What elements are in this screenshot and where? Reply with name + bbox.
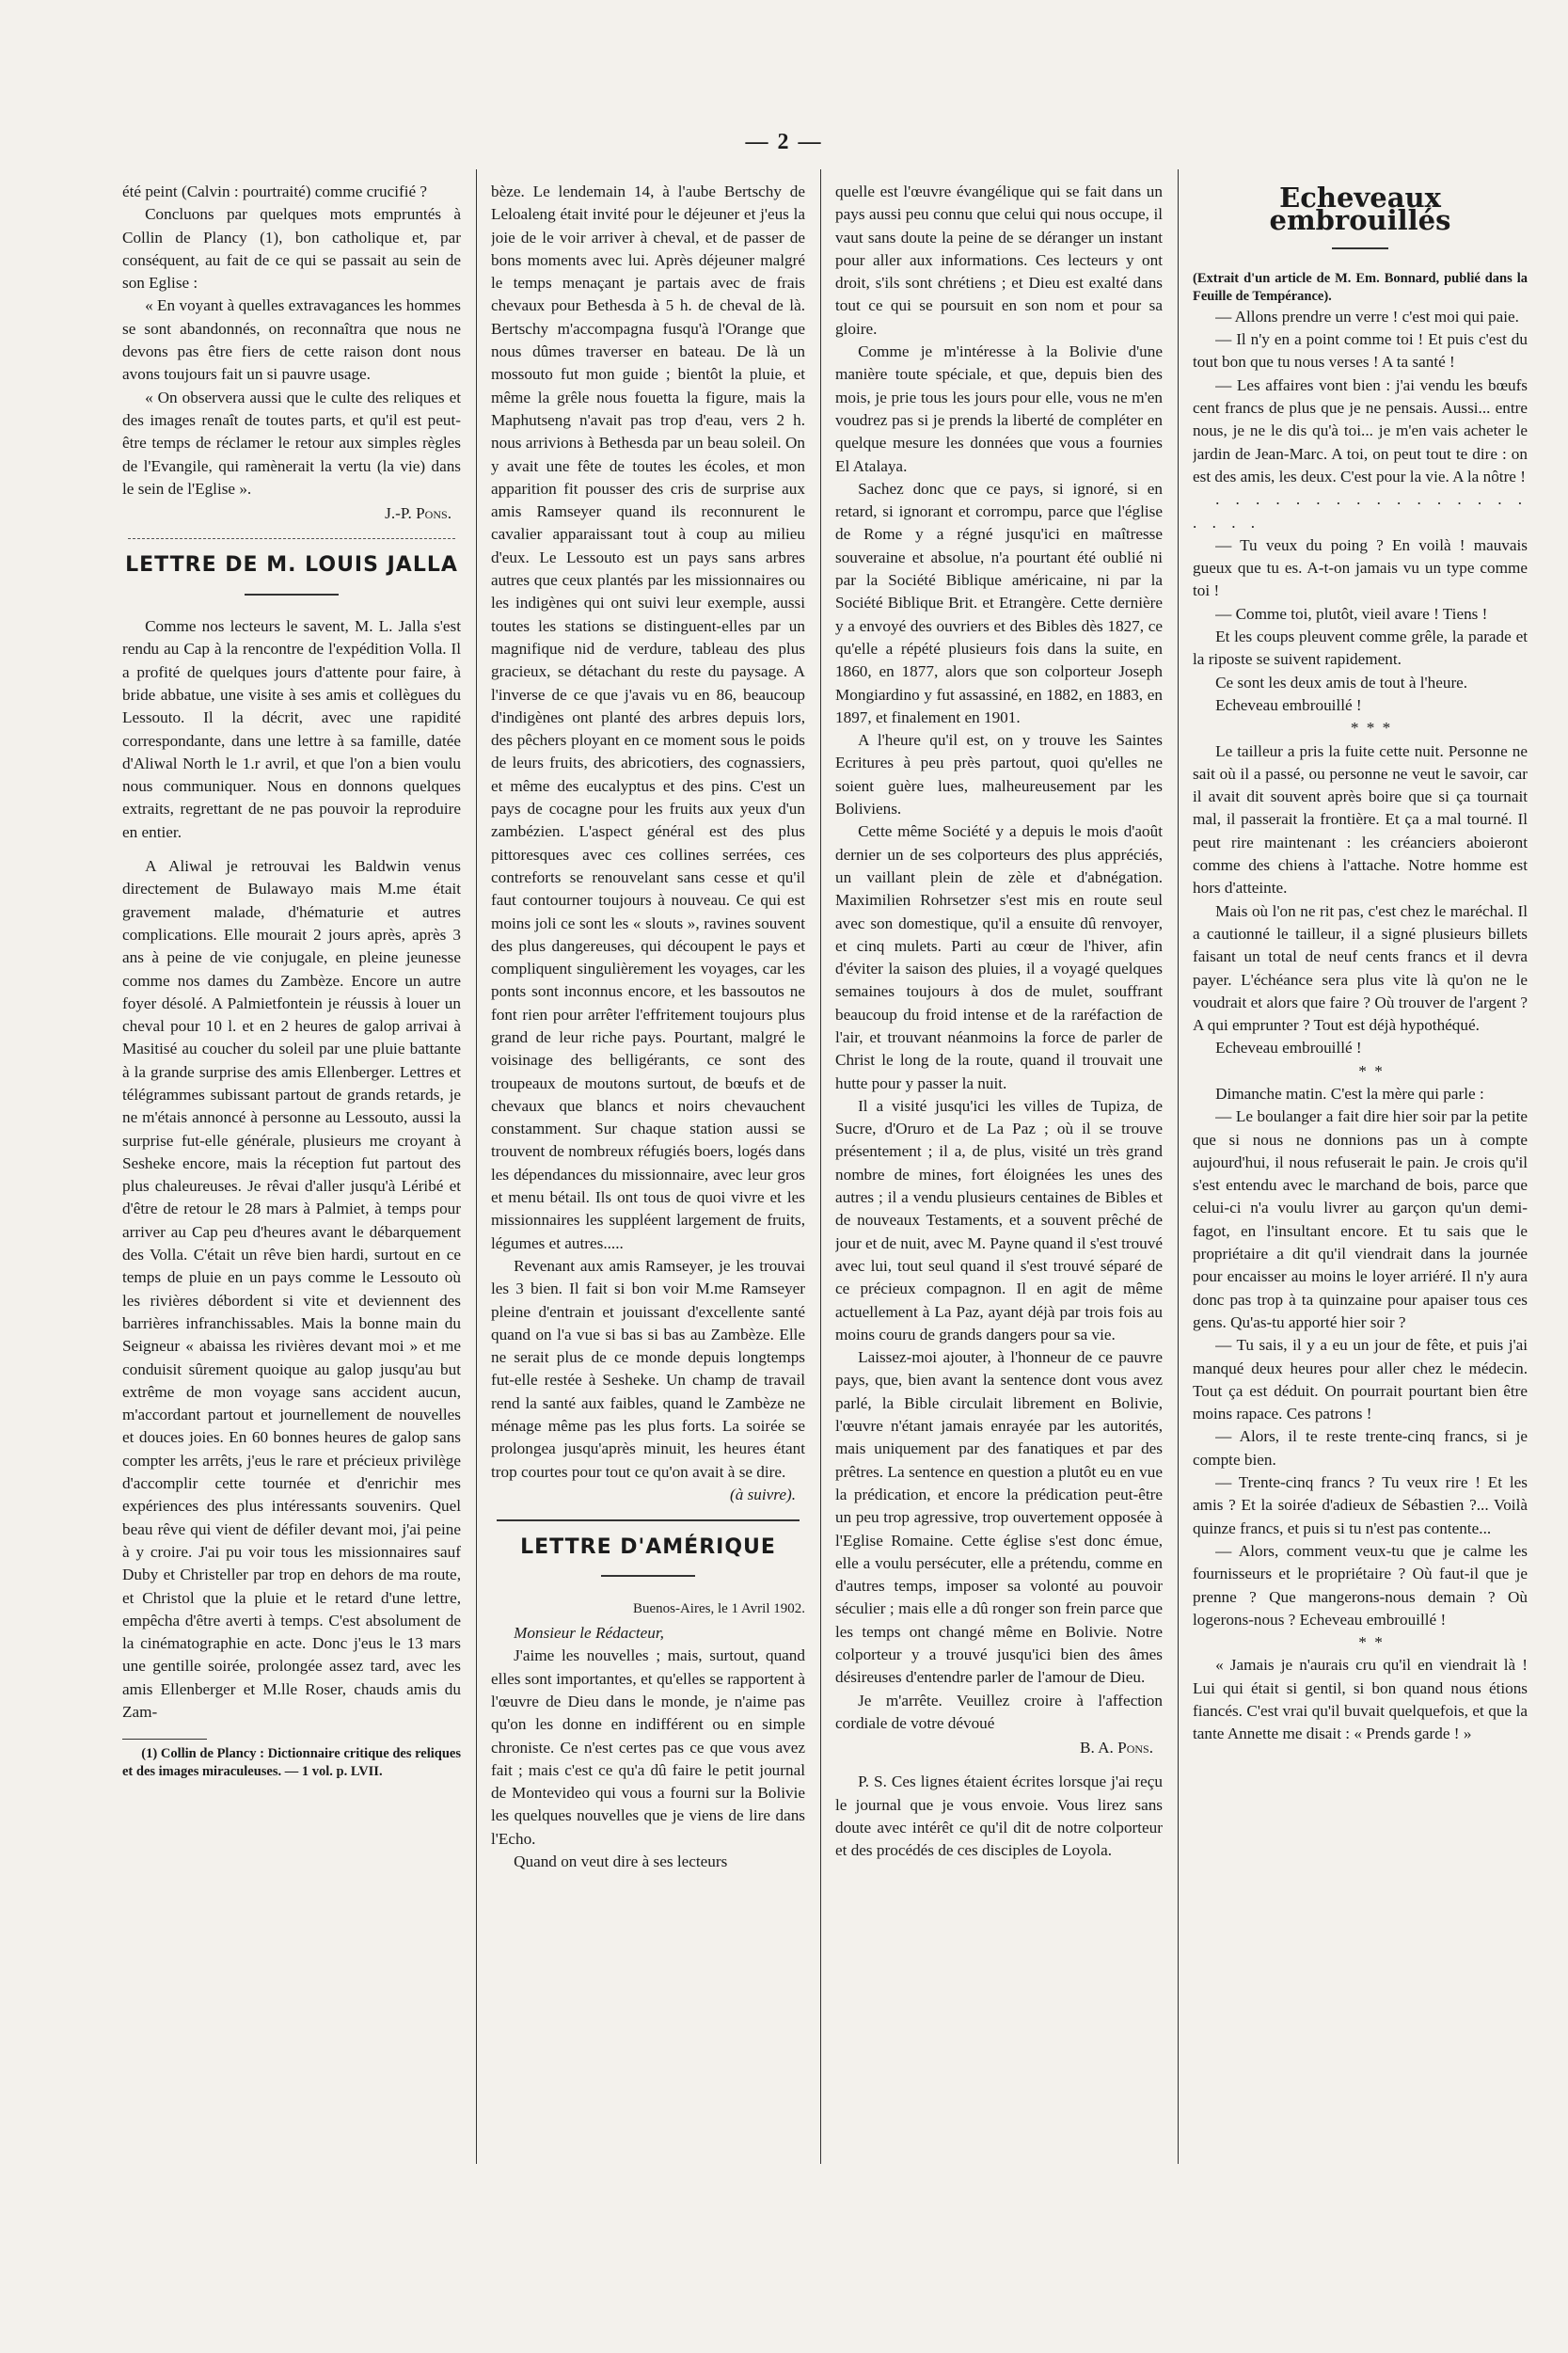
column-rule bbox=[820, 169, 821, 2164]
paragraph: été peint (Calvin : pourtraité) comme crucifié ? bbox=[122, 183, 428, 200]
paragraph: Concluons par quelques mots empruntés à Collin de Plancy (1), bon catholique et, par conséquent, au fait de ce qui se passait au sein de son Eglise : bbox=[122, 205, 461, 293]
dialogue-line: — Alors, il te reste trente-cinq francs, si je compte bien. bbox=[1193, 1427, 1528, 1469]
paragraph: Quand on veut dire à ses lecteurs bbox=[514, 1852, 728, 1871]
letter-paragraph: A Aliwal je retrouvai les Baldwin venus directement de Bulawayo mais M.me était gravement malade, d'hématurie et autres complications. Elle mourait 2 jours après, après 3 ans à peine de vie conjugale, en pleine jeunesse comme nos dames du Zambèze. Encore un autre foyer désolé. A Palmietfontein je réussis à louer un cheval pour 10 l. et en 2 heures de galop arrivai à Masitisé au coucher du soleil par une pluie battante à la grande surprise des amis Ellenberger. Lettres et télégrammes subissant partout de grands retards, je ne m'étais annoncé à personne au Lessouto, aussi la surprise fut-elle générale, plusieurs me croyant à Sesheke encore, mais la réception fut partout des plus chaleureuses. Je rêvai d'aller jusqu'à Léribé et d'être de retour le 28 mars à Palmiet, à temps pour arriver au Cap peu d'heures avant le débarquement des Volla. C'était un rêve bien hardi, surtout en ce temps de pluie en un pays comme le Lessouto où les rivières débordent si vite et deviennent des barrières infranchissables. Mais la bonne main du Seigneur « abaissa les rivières devant moi » et me conduisit sûrement quoique au galop jusqu'au but extrême de mon voyage sans accident aucun, m'accordant partout et journellement de nouvelles et douces joies. En 60 bonnes heures de galop sans compter les arrêts, j'eus le rare et précieux privilège d'accomplir cette tournée et d'enrichir mes expériences des plus intéressants souvenirs. Quel beau rêve qui vient de défiler devant moi, j'ai peine à y croire. J'ai pu voir tous les missionnaires sauf Duby et Christeller par trop en dehors de ma route, et Christol que la pluie et le retard d'une lettre, empêcha d'être averti à temps. C'est absolument de la cinématographie en acte. Donc j'eus le 13 mars une gentille soirée, prolongée assez tard, avec les amis Ellenberger et M.lle Roser, chauds amis du Zam- bbox=[122, 857, 461, 1721]
ellipsis-row: . . . . . . . . . . . . . . . . . . . . bbox=[1193, 490, 1528, 532]
dialogue-line: — Alors, comment veux-tu que je calme les fournisseurs et le propriétaire ? Où faut-il que je prenne ? Que mangerons-nous demain ? Où logerons-nous ? Echeveau embrouillé ! bbox=[1193, 1541, 1528, 1629]
dialogue-line: Dimanche matin. C'est la mère qui parle : bbox=[1215, 1084, 1484, 1103]
dialogue-line: — Tu sais, il y a eu un jour de fête, et puis j'ai manqué deux heures pour aller chez le médecin. Tout ça est déduit. On pourrait pourtant bien être moins rapace. Ces patrons ! bbox=[1193, 1336, 1528, 1423]
dialogue-line: Echeveau embrouillé ! bbox=[1215, 695, 1362, 714]
dialogue-line: Et les coups pleuvent comme grêle, la parade et la riposte se suivent rapidement. bbox=[1193, 628, 1528, 669]
paragraph: quelle est l'œuvre évangélique qui se fait dans un pays aussi peu connu que celui qui nous occupe, il vaut sans doute la peine de se déranger un instant pour aller aux informations. Ces lecteurs y ont droit, s'ils sont chrétiens ; et Dieu est exalté dans tout ce qui se poursuit en son nom et pour sa gloire. bbox=[835, 183, 1163, 338]
signature: J.-P. Pons. bbox=[385, 504, 451, 523]
paragraph: Revenant aux amis Ramseyer, je les trouvai les 3 bien. Il fait si bon voir M.me Ramseyer pleine d'entrain et jouissant d'excellente santé quand on l'a vue si bas si bas au Zambèze. Elle ne serait plus de ce monde depuis longtemps fut-elle restée à Sesheke. Un champ de travail rend la santé aux faibles, quand le Zambèze ne ménage même pas les plus forts. La soirée se prolongea jusqu'après minuit, les heures étant trop courtes pour tout ce qu'on avait à se dire. bbox=[491, 1256, 805, 1481]
footnote: (1) Collin de Plancy : Dictionnaire critique des reliques et des images miraculeuses. — 1 vol. p. LVII. bbox=[122, 1746, 461, 1780]
column-rule bbox=[476, 169, 477, 2164]
postscript: P. S. Ces lignes étaient écrites lorsque j'ai reçu le journal que je vous envoie. Vous lirez sans doute avec intérêt ce qu'il dit de notre colporteur et des procédés de ces disciples de Loyola. bbox=[835, 1773, 1163, 1860]
quote-paragraph: « En voyant à quelles extravagances les hommes se sont abandonnés, on reconnaîtra que nous ne devons pas être fiers de cette raison dont nous avons toujours fait un si pauvre usage. bbox=[122, 296, 461, 384]
dialogue-line: — Tu veux du poing ? En voilà ! mauvais gueux que tu es. A-t-on jamais vu un type comme toi ! bbox=[1193, 535, 1528, 600]
quote-paragraph: « On observera aussi que le culte des reliques et des images renaît de toutes parts, et qu'il est peut-être temps de réclamer le retour aux simples règles de l'Evangile, qui ramènerait la vertu (la vie) dans le sein de l'Eglise ». bbox=[122, 388, 461, 498]
paragraph: Echeveau embrouillé ! bbox=[1215, 1039, 1362, 1057]
dialogue-line: Ce sont les deux amis de tout à l'heure. bbox=[1215, 673, 1468, 692]
asterism: * * * bbox=[1350, 719, 1393, 738]
dialogue-line: — Le boulanger a fait dire hier soir par la petite que si nous ne donnions pas un à compte aujourd'hui, il nous refuserait le pain. Je crois qu'il s'est entendu avec le marchand de bois, parce que celui-ci n'a voulu livrer au garçon qu'un demi-fagot, en l'insultant encore. Et tu sais que le propriétaire a dit qu'il viendrait dans la journée pour encaisser au moins le loyer arriéré. Il n'y aura donc pas trop à ta quinzaine pour apaiser tous ces gens. Qu'as-tu apporté hier soir ? bbox=[1193, 1107, 1528, 1331]
paragraph: Sachez donc que ce pays, si ignoré, si en retard, si ignorant et corrompu, parce que l'église de Rome y a régné jusqu'ici en maîtresse souveraine et absolue, n'a pourtant été oublié ni par la Société Biblique américaine, ni par la Société Biblique Brit. et Etrangère. Cette dernière y a envoyé des ouvriers et des Bibles dès 1827, ce qu'elle a répété plusieurs fois dans la suite, en 1860, en 1877, alors que son colporteur Joseph Mongiardino y fut assassiné, en 1882, en 1883, en 1897, et finalement en 1901. bbox=[835, 479, 1163, 726]
dialogue-line: — Allons prendre un verre ! c'est moi qui paie. bbox=[1215, 307, 1519, 326]
footnote-rule bbox=[122, 1739, 207, 1740]
paragraph: Je m'arrête. Veuillez croire à l'affection cordiale de votre dévoué bbox=[835, 1691, 1163, 1732]
column-2 bbox=[491, 181, 805, 2175]
ornament-divider bbox=[122, 583, 461, 606]
dialogue-line: — Il n'y en a point comme toi ! Et puis c'est du tout bon que tu nous verses ! A ta santé ! bbox=[1193, 330, 1528, 372]
paragraph: Laissez-moi ajouter, à l'honneur de ce pauvre pays, que, bien avant la sentence dont vous avez parlé, la Bible circulait librement en Bolivie, l'œuvre n'étant jamais enrayée par les autorités, mais uniquement par des fanatiques et par des prêtres. La sentence en question a plutôt eu en vue la prédication, et encore la prédication peut-être un peu trop agressive, trop ouvertement opposée à l'Eglise Romaine. Cette église s'est donc émue, elle a voulu persécuter, elle a prétendu, comme en d'autres temps, imposer sa volonté au pouvoir séculier ; mais elle a dû ronger son frein parce que les temps ont changé même en Bolivie. Notre colporteur y a trouvé jusqu'ici bien des âmes désireuses d'entendre parler de l'amour de Dieu. bbox=[835, 1348, 1163, 1687]
signature: B. A. Pons. bbox=[1080, 1739, 1153, 1757]
intro-paragraph: Comme nos lecteurs le savent, M. L. Jalla s'est rendu au Cap à la rencontre de l'expédition Volla. Il a profité de quelques jours d'attente pour faire, à bride abbatue, une visite à ses amis et collègues du Lessouto. Il la décrit, avec une rapidité correspondante, dans une lettre à sa famille, datée d'Aliwal North le 1.r avril, et que l'on a bien voulu nous communiquer. Nous en donnons quelques extraits, regrettant de ne pas pouvoir la reproduire en entier. bbox=[122, 617, 461, 841]
paragraph: Il a visité jusqu'ici les villes de Tupiza, de Sucre, d'Oruro et de La Paz ; où il se trouve présentement ; il a, de plus, visité un très grand nombre de mines, fort éloignées les unes des autres ; il a vendu plusieurs centaines de Bibles et de nouveaux Testaments, et a souvent prêché de jour et de nuit, avec M. Payne quand il s'est trouvé avec lui, tout seul quand il s'est trouvé séparé de ce précieux compagnon. Il en agit de même actuellement à La Paz, ayant déjà par trois fois au moins couru de grands dangers pour sa vie. bbox=[835, 1096, 1163, 1343]
page-number: — 2 — bbox=[745, 130, 823, 154]
column-4 bbox=[1193, 181, 1528, 2175]
article-heading-amerique: LETTRE D'AMÉRIQUE bbox=[520, 1535, 776, 1560]
dialogue-line: — Les affaires vont bien : j'ai vendu les bœufs cent francs de plus que je ne pensais. Aussi... entre nous, je ne le dis qu'à toi... je m'en vais acheter le jardin de Jean-Marc. A toi, on peut tout te dire : on est des amis, les deux. C'est pour la vie. A la nôtre ! bbox=[1193, 375, 1528, 485]
paragraph: Mais où l'on ne rit pas, c'est chez le maréchal. Il a cautionné le tailleur, il a signé plusieurs billets faisant un total de neuf cents francs et il devra payer. L'échéance sera plus vite là qu'on ne le voudrait et alors que faire ? Où trouver de l'argent ? A qui emprunter ? Tout est déjà hypothéqué. bbox=[1193, 901, 1528, 1035]
to-be-continued: (à suivre). bbox=[730, 1485, 796, 1503]
asterism: * * bbox=[1358, 1061, 1385, 1080]
article-title-echeveaux: Echeveaux embrouillés bbox=[1269, 182, 1451, 237]
asterism: * * bbox=[1358, 1633, 1385, 1652]
paragraph: bèze. Le lendemain 14, à l'aube Bertschy de Leloaleng était invité pour le déjeuner et j'eus la joie de le voir arriver à cheval, et de passer de bons moments avec lui. Après déjeuner malgré le temps menaçant je partais avec de frais chevaux pour Bethesda à 5 h. de cheval de là. Bertschy m'accompagna fusqu'à l'Orange que nous dûmes traverser en bateau. De là un mossouto fut mon guide ; bientôt la pluie, et même la grêle nous fouetta la figure, mais la Maphutseng n'avait pas trop d'eau, vers 2 h. nous arrivions à Bethesda par un beau soleil. On y avait une fête de toutes les écoles, et mon apparition fit pousser des cris de surprise aux amis Ramseyer quand ils reconnurent le cavalier apparaissant tout à coup au milieu d'eux. Le Lessouto est un pays sans arbres autres que ceux plantés par les missionnaires ou les indigènes qui ont suivi leur exemple, aussi toutes les stations se distinguent-elles par un magnifique nid de verdure, tableau des plus gracieux, se détachant du reste du paysage. A l'inverse de ce que j'avais vu en 86, beaucoup d'indigènes ont planté des arbres depuis lors, des pêchers ployant en ce moment sous le poids de leurs fruits, des abricotiers, des cognassiers, et même des eucalyptus et des pins. C'est un pays de cocagne pour les fruits aux yeux d'un zambézien. L'aspect général est des plus pittoresques avec ces collines serrées, ces contreforts se renouvelant sans cesse et qu'il faut contourner toujours à nouveau. Ce qui est moins joli ce sont les « slouts », ravines souvent des plus dangereuses, qui découpent le pays et compliquent singulièrement les voyages, car les ponts sont inconnus encore, et les bassoutos ne font rien pour arrêter l'effritement toujours plus grand de leur riche pays. Pourtant, malgré le voisinage des belligérants, ce sont des troupeaux de moutons surtout, de bœufs et de chevaux que blancs et noirs chevauchent constamment. Sur chaque station aussi se trouvent de nombreux réfugiés boers, logés dans les dépendances du missionnaire, avec leur gros et menu bétail. Ils ont tous de quoi vivre et les missionnaires les suppléent largement de fruits, légumes et autres..... bbox=[491, 183, 805, 1252]
dialogue-line: — Comme toi, plutôt, vieil avare ! Tiens ! bbox=[1215, 604, 1488, 623]
paragraph: A l'heure qu'il est, on y trouve les Saintes Ecritures à peu près partout, quoi qu'elles ne soient guère lues, malheureusement par les Boliviens. bbox=[835, 731, 1163, 819]
ornament-divider bbox=[1193, 238, 1528, 261]
section-separator bbox=[497, 1519, 800, 1521]
column-3 bbox=[835, 181, 1163, 2175]
paragraph: Comme je m'intéresse à la Bolivie d'une manière toute spéciale, et que, depuis bien des mois, je prie tous les jours pour elle, vous ne m'en voudrez pas si je prends la liberté de compléter en quelque mesure les données que vous a fournies El Atalaya. bbox=[835, 342, 1163, 475]
article-heading-jalla: LETTRE DE M. LOUIS JALLA bbox=[125, 553, 458, 578]
salutation: Monsieur le Rédacteur, bbox=[514, 1624, 664, 1643]
paragraph: « Jamais je n'aurais cru qu'il en viendrait là ! Lui qui était si gentil, si bon quand nous étions fiancés. C'est vrai qu'il buvait quelquefois, et que la tante Annette me disait : « Prends garde ! » bbox=[1193, 1656, 1528, 1743]
section-separator bbox=[128, 538, 455, 539]
dateline: Buenos-Aires, le 1 Avril 1902. bbox=[632, 1600, 805, 1616]
extract-note: (Extrait d'un article de M. Em. Bonnard, publié dans la Feuille de Tempérance). bbox=[1193, 270, 1528, 304]
ornament-divider bbox=[491, 1566, 805, 1588]
column-1 bbox=[122, 181, 461, 2175]
paragraph: J'aime les nouvelles ; mais, surtout, quand elles sont importantes, et qu'elles se rapportent à l'œuvre de Dieu dans le monde, je n'aime pas qu'on les donne en indifférent ou en simple chroniste. Ce n'est certes pas ce que vous avez fait ; mais c'est ce qu'a dû faire le petit journal de Montevideo qui vous a fourni sur la Bolivie les quelques nouvelles que je viens de lire dans l'Echo. bbox=[491, 1646, 805, 1848]
column-rule bbox=[1178, 169, 1179, 2164]
paragraph: Le tailleur a pris la fuite cette nuit. Personne ne sait où il a passé, ou personne ne veut le savoir, car il avait dit souvent après boire que si ça tournait mal, il passerait la frontière. Et ça a mal tourné. Il peut rire maintenant : les créanciers aboieront comme des chiens à l'attache. Notre homme est hors d'atteinte. bbox=[1193, 741, 1528, 898]
dialogue-line: — Trente-cinq francs ? Tu veux rire ! Et les amis ? Et la soirée d'adieux de Sébastien ?... Voilà quinze francs, et puis si tu n'est pas contente... bbox=[1193, 1473, 1528, 1537]
paragraph: Cette même Société y a depuis le mois d'août dernier un de ses colporteurs des plus appréciés, un vaillant plein de zèle et d'abnégation. Maximilien Rohrsetzer s'est mis en route seul avec son domestique, qu'il a ensuite dû renvoyer, et cinq mulets. Parti au cœur de l'hiver, afin d'éviter la saison des pluies, il a voyagé quelques semaines toujours à dos de mulet, souffrant beaucoup du froid intense et de la raréfaction de l'air, et trouvant néanmoins la force de parler de Christ le long de la route, quand il trouvait une hutte pour y passer la nuit. bbox=[835, 822, 1163, 1092]
